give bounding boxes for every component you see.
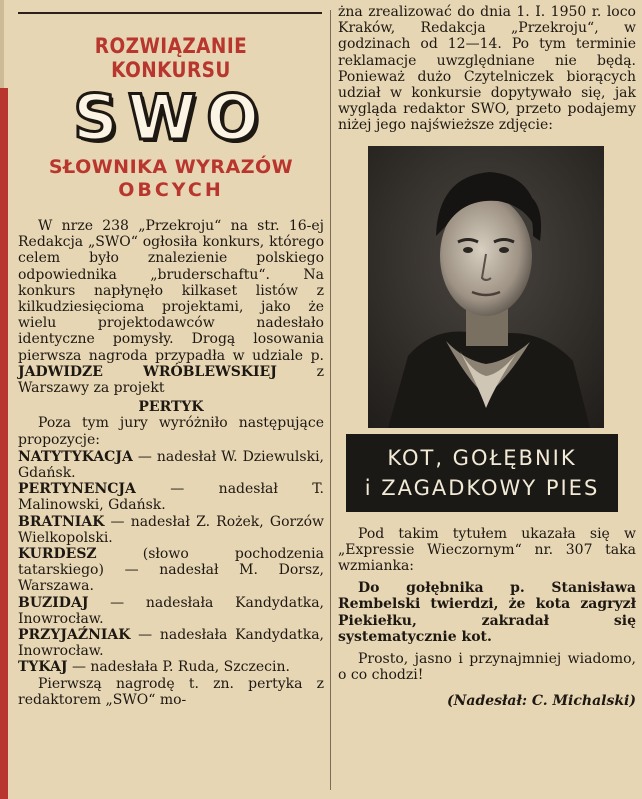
list-item: BRATNIAK — nadesłał Z. Rożek, Gorzów Wielkopolski. [18, 513, 325, 546]
article-quote: Do gołębnika p. Stanisława Rembelski twierdzi, że kota zagryzł Piekiełku, zakradał się systematycznie kot. [338, 580, 636, 645]
winner-name: JADWIDZE WRÓBLEWSKIEJ [18, 363, 277, 380]
list-item: BUZIDAJ — nadesłała Kandydatka, Inowrocław. [18, 594, 325, 627]
list-item: PRZYJAŹNIAK — nadesłała Kandydatka, Inowrocław. [18, 627, 324, 660]
continuation-paragraph: żna zrealizować do dnia 1. I. 1950 r. loco Kraków, Redakcja „Przekroju“, w godzinach od 12—14. Po tym terminie reklamacje uwzględniane nie będą. Ponieważ dużo Czytelniczek biorących udział w konkursie dopytywało się, jak wygląda redaktor SWO, przeto podajemy niżej jego najświeższe zdjęcie: [338, 4, 636, 134]
signature: (Nadesłał: C. Michalski) [446, 693, 636, 710]
right-column [338, 4, 636, 710]
page-edge [0, 0, 4, 88]
intro-text-1: W nrze 238 „Przekroju“ na str. 16-ej Redakcja „SWO“ ogłosiła konkurs, którego celem było znalezienie polskiego odpowiednika „bruderschaftu“. Na konkurs napłynęło kilkaset listów z kilkudziesięcioma projektami, jako że wielu projektodawców nadesłało identyczne pomysły. Drogą losowania pierwsza nagroda przypadła w udziale p. [18, 218, 324, 364]
closing-paragraph: Pierwszą nagrodę t. zn. pertyka z redaktorem „SWO“ mo- [18, 675, 324, 708]
list-item: TYKAJ — nadesłała P. Ruda, Szczecin. [18, 659, 290, 676]
intro-text-2: z Warszawy za projekt [18, 363, 324, 397]
left-column [18, 20, 324, 708]
editor-photo [368, 146, 604, 428]
article-title-line-1: KOT, GOŁĘBNIK [387, 445, 577, 470]
article-intro: Pod takim tytułem ukazała się w „Expressie Wieczornym“ nr. 307 taka wzmianka: [338, 525, 636, 575]
subheading-line-2: OBCYCH [118, 179, 224, 201]
jury-intro: Poza tym jury wyróżniło następujące propozycje: [18, 415, 324, 448]
list-item: KURDESZ (słowo pochodzenia tatarskiego) — nadesłał M. Dorsz, Warszawa. [18, 546, 324, 595]
portrait-illustration [368, 146, 604, 428]
subheading-line-1: SŁOWNIKA WYRAZÓW [48, 156, 294, 178]
winning-word: PERTYK [138, 399, 204, 416]
entries-list [18, 449, 324, 676]
intro-paragraph [18, 218, 324, 396]
contest-heading: ROZWIĄZANIE KONKURSU [94, 34, 248, 82]
list-item: PERTYNENCJA — nadesłał T. Malinowski, Gdańsk. [18, 481, 325, 514]
list-item: NATYTYKACJA — nadesłał W. Dziewulski, Gdańsk. [18, 448, 325, 482]
article-title-line-2: i ZAGADKOWY PIES [364, 475, 600, 500]
swo-logo: SWO [73, 81, 269, 154]
top-rule [18, 12, 322, 14]
column-divider [330, 10, 331, 790]
article-comment: Prosto, jasno i przynajmniej wiadomo, o co chodzi! [338, 651, 636, 684]
red-margin-strip [0, 88, 8, 799]
article-title-box [346, 434, 618, 512]
